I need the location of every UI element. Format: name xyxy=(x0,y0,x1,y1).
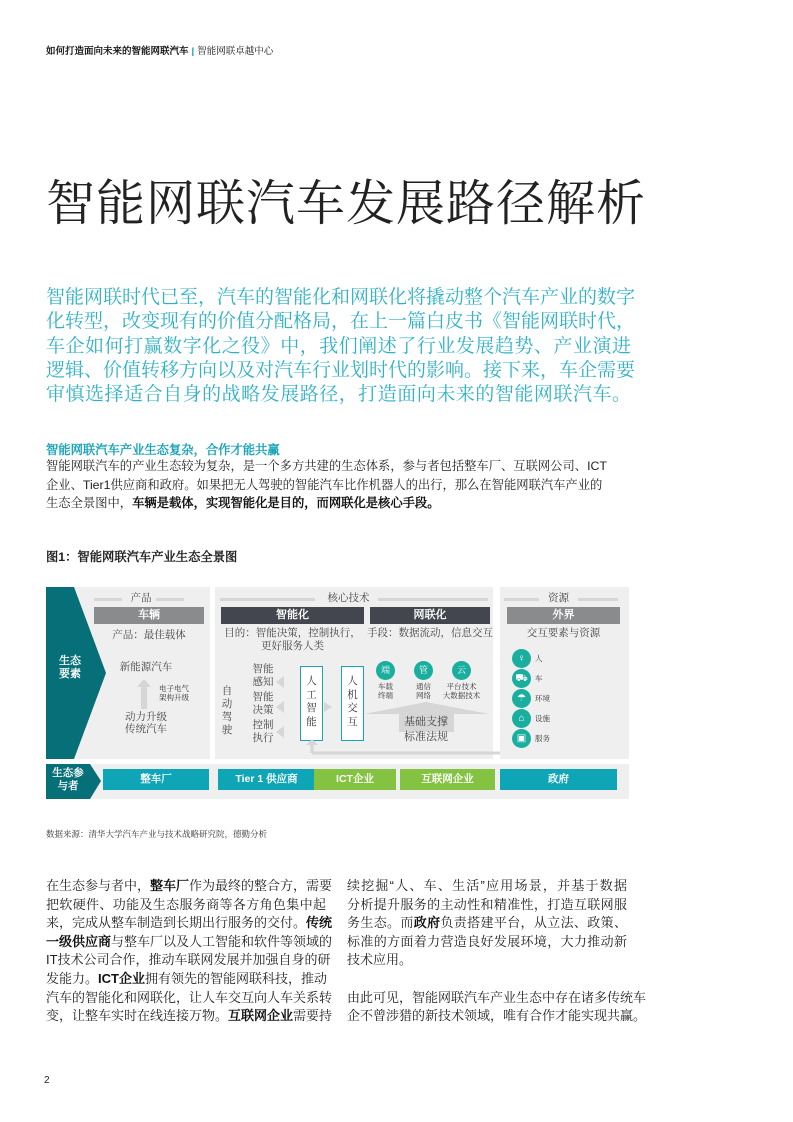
bold-text: 传统 xyxy=(306,915,333,931)
traditional-car-label: 传统汽车 xyxy=(125,723,167,735)
bold-text: 一级供应商 xyxy=(46,933,112,949)
nev-label: 新能源汽车 xyxy=(119,661,173,673)
text-line xyxy=(347,877,627,896)
node-2-icon: 云 xyxy=(452,661,471,680)
resource-item-label: 人 xyxy=(535,654,543,663)
text-line xyxy=(46,1007,333,1026)
text-line xyxy=(46,877,333,896)
outside-desc: 交互要素与资源 xyxy=(526,627,601,639)
bold-text: ICT企业 xyxy=(98,970,145,986)
text-line xyxy=(46,989,333,1008)
connectivity-desc: 手段：数据流动，信息交互 xyxy=(367,627,493,639)
left-column xyxy=(46,877,333,1026)
bold-text: 整车厂 xyxy=(150,878,190,893)
resource-label: 资源 xyxy=(548,592,569,604)
participants-label: 生态参 与者 xyxy=(52,767,84,792)
participant-chip: Tier 1 供应商 xyxy=(218,769,315,790)
ee-upgrade-label: 电子电气 架构升级 xyxy=(159,684,189,702)
text-line xyxy=(46,933,333,952)
text-line xyxy=(46,951,331,970)
bold-text: 政府 xyxy=(413,915,441,931)
text-line xyxy=(347,970,627,989)
node-label: 通信 网络 xyxy=(416,682,431,700)
foundation-label: 基础支撑 xyxy=(404,716,448,728)
person-icon: ♀ xyxy=(512,649,531,668)
header-subtitle: 智能网联卓越中心 xyxy=(197,46,274,57)
text-line xyxy=(347,951,627,970)
outside-bar: 外界 xyxy=(507,607,620,624)
environment-icon: ☂ xyxy=(512,689,531,708)
text-line xyxy=(347,933,627,952)
intro-line: 化转型，改变现有的价值分配格局，在上一篇白皮书《智能网联时代， xyxy=(46,311,636,333)
section-heading: 智能网联汽车产业生态复杂，合作才能共赢 xyxy=(46,443,280,457)
intro-paragraph xyxy=(46,286,636,407)
text-run: 企业、Tier1供应商和政府。如果把无人驾驶的智能汽车比作机器人的出行，那么在智能网联汽车产业的 xyxy=(46,477,603,492)
autonomous-driving-label: 自 动 驾 驶 xyxy=(221,685,233,736)
text-line xyxy=(46,970,326,989)
bold-text: 车辆是载体，实现智能化是目的，而网联化是核心手段。 xyxy=(132,496,440,510)
text-run: 把软硬件、功能及生态服务商等各方角色集中起 xyxy=(46,896,326,912)
resource-item-label: 设施 xyxy=(535,714,550,723)
product-desc: 产品：最佳载体 xyxy=(112,629,186,641)
service-icon: ▣ xyxy=(512,729,531,748)
intro-line: 车企如何打赢数字化之役》中，我们阐述了行业发展趋势、产业演进 xyxy=(46,335,631,357)
perception-label: 智能 感知 xyxy=(252,663,274,688)
resource-item-label: 服务 xyxy=(535,734,550,743)
text-line xyxy=(347,914,627,933)
participant-chip: 互联网企业 xyxy=(400,769,495,790)
figure-source: 数据来源：清华大学汽车产业与技术战略研究院，德勤分析 xyxy=(46,829,268,839)
text-line xyxy=(347,896,627,915)
text-run: 与整车厂以及人工智能和软件等领域的 xyxy=(111,933,333,949)
product-label: 产品 xyxy=(130,592,152,604)
intelligence-bar: 智能化 xyxy=(221,607,364,624)
control-label: 控制 执行 xyxy=(252,719,274,744)
facility-icon: ⌂ xyxy=(512,709,531,728)
text-line xyxy=(46,896,326,915)
ecosystem-diagram xyxy=(46,587,629,799)
ai-box: 人 工 智 能 xyxy=(300,666,323,741)
resource-item-label: 环境 xyxy=(535,694,550,703)
page-number: 2 xyxy=(44,1075,50,1086)
text-line xyxy=(347,989,647,1008)
text-run: 负责搭建平台，从立法、政策、 xyxy=(440,915,627,931)
intro-line: 逻辑、价值转移方向以及对汽车行业划时代的影响。接下来，车企需要 xyxy=(46,359,636,381)
resource-item-label: 车 xyxy=(535,674,543,683)
node-label: 车载 终端 xyxy=(378,682,393,700)
text-run: 作为最终的整合方，需要 xyxy=(189,878,333,893)
car-icon: ⛟ xyxy=(512,669,531,688)
ecosystem-elements-label: 生态 要素 xyxy=(59,655,81,680)
connectivity-bar: 网联化 xyxy=(370,607,490,624)
node-label: 平台技术 大数据技术 xyxy=(442,682,481,700)
intelligence-desc: 目的：智能决策，控制执行， 更好服务人类 xyxy=(224,627,361,652)
text-line xyxy=(46,494,621,513)
node-1-icon: 管 xyxy=(414,661,433,680)
text-run: 智能网联汽车的产业生态较为复杂，是一个多方共建的生态体系，参与者包括整车厂、互联网公司、ICT xyxy=(46,459,607,473)
text-run: 分析提升服务的主动性和精准性，打造互联网服 xyxy=(347,896,627,912)
text-run: 汽车的智能化和网联化，让人车交互向人车关系转 xyxy=(46,989,333,1005)
power-upgrade-label: 动力升级 xyxy=(125,711,167,723)
header-separator: | xyxy=(191,46,195,57)
text-line xyxy=(46,914,333,933)
intro-line: 智能网联时代已至，汽车的智能化和网联化将撬动整个汽车产业的数字 xyxy=(46,287,636,308)
participant-chip: ICT企业 xyxy=(314,769,396,790)
text-run: 需要持 xyxy=(293,1008,333,1024)
text-run: 企不曾涉猎的新技术领域，唯有合作才能实现共赢。 xyxy=(347,1008,647,1024)
text-run: 拥有领先的智能网联科技，推动 xyxy=(144,970,327,986)
text-run: 来，完成从整车制造到长期出行服务的交付。 xyxy=(46,915,307,931)
vehicle-bar: 车辆 xyxy=(94,607,204,624)
flow-arrows xyxy=(276,672,346,742)
text-run: IT技术公司合作，推动车联网发展并加强自身的研 xyxy=(46,952,331,968)
section-body xyxy=(46,457,621,513)
hmi-box: 人 机 交 互 xyxy=(341,666,364,741)
text-run: 变，让整车实时在线连接万物。 xyxy=(46,1008,229,1024)
text-line xyxy=(46,476,621,495)
standards-label: 标准法规 xyxy=(404,731,448,743)
participant-chip: 政府 xyxy=(500,769,617,790)
text-line xyxy=(46,457,621,476)
node-0-icon: 端 xyxy=(376,661,395,680)
core-tech-label: 核心技术 xyxy=(327,592,370,604)
text-run: 技术应用。 xyxy=(347,952,413,968)
upgrade-arrow-icon xyxy=(137,679,151,709)
text-run: 标准的方面着力营造良好发展环境，大力推动新 xyxy=(347,933,627,949)
text-line xyxy=(347,1007,647,1026)
text-run: 务生态。而 xyxy=(347,915,414,931)
page-title: 智能网联汽车发展路径解析 xyxy=(46,177,647,231)
text-run: 发能力。 xyxy=(46,970,99,986)
right-column xyxy=(347,877,647,1026)
decision-label: 智能 决策 xyxy=(252,691,274,716)
participant-chip: 整车厂 xyxy=(103,769,209,790)
text-run: 续挖掘“人、车、生活”应用场景，并基于数据 xyxy=(347,878,627,893)
intro-line: 审慎选择适合自身的战略发展路径，打造面向未来的智能网联汽车。 xyxy=(46,384,631,406)
figure-title: 图1：智能网联汽车产业生态全景图 xyxy=(46,550,238,564)
header-title: 如何打造面向未来的智能网联汽车 xyxy=(46,46,189,57)
text-run: 在生态参与者中， xyxy=(46,878,151,893)
text-run: 由此可见，智能网联汽车产业生态中存在诸多传统车 xyxy=(347,989,647,1005)
text-run: 生态全景图中， xyxy=(46,496,133,510)
bold-text: 互联网企业 xyxy=(228,1008,294,1024)
running-header xyxy=(46,43,273,57)
